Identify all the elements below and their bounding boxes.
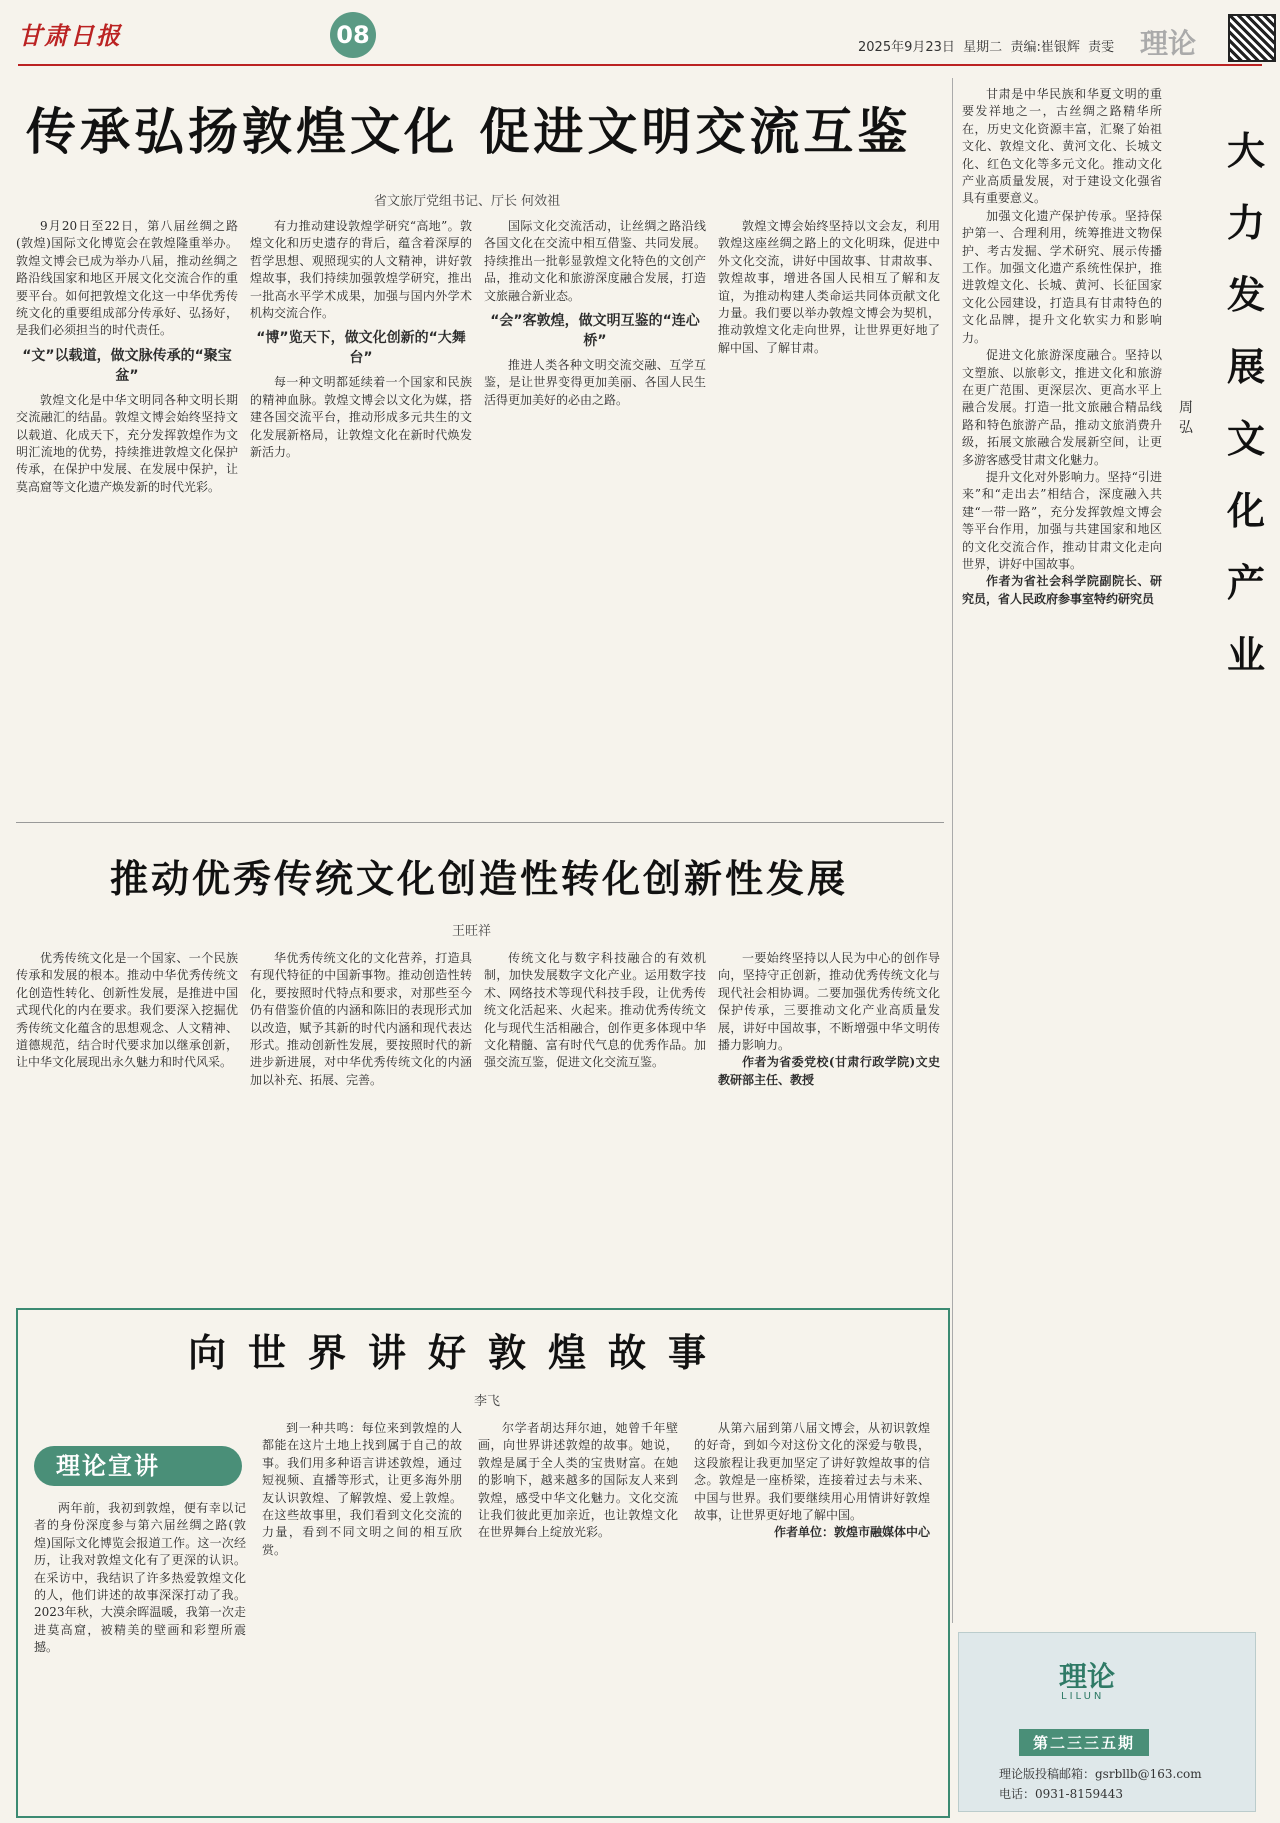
article4-column-2 — [262, 1420, 462, 1800]
article1-byline: 省文旅厅党组书记、厅长 何效祖 — [374, 194, 561, 209]
section-tag: 理论 — [1140, 27, 1197, 60]
article1-column-4 — [718, 218, 940, 810]
article3-body-1: 甘肃是中华民族和华夏文明的重要发祥地之一，古丝绸之路精华所在，历史文化资源丰富，汇聚了始祖文化、敦煌文化、黄河文化、长城文化、红色文化等多元文化。推动文化产业高质量发展，对于建设文化强省具有重要意义。 — [962, 87, 1162, 206]
article2-column-2 — [250, 950, 472, 1292]
article3-body-3: 促进文化旅游深度融合。坚持以文塑旅、以旅彰文，推进文化和旅游在更广范围、更深层次、更高水平上融合发展。打造一批文旅融合精品线路和特色旅游产品，推动文旅消费升级，拓展文旅融合发展新空间，让更多游客感受甘肃文化魅力。 — [962, 348, 1162, 467]
divider — [16, 822, 944, 823]
article2-title: 推动优秀传统文化创造性转化创新性发展 — [110, 857, 849, 901]
article4-column-4 — [694, 1420, 930, 1800]
article2-byline: 王旺祥 — [452, 924, 492, 939]
promo-email: 理论版投稿邮箱：gsrbllb@163.com — [999, 1767, 1202, 1781]
article1-col1-text: 9月20日至22日，第八届丝绸之路(敦煌)国际文化博览会在敦煌隆重举办。敦煌文博会已成为举办八届，推动丝绸之路沿线国家和地区开展文化交流合作的重要平台。如何把敦煌文化这一中华优秀传统文化的重要组成部分传承好、弘扬好，是我们必须担当的时代责任。 — [16, 219, 238, 338]
promo-title: 理论 — [1059, 1660, 1116, 1693]
article1-col2-text: 有力推动建设敦煌学研究“高地”。敦煌文化和历史遗存的背后，蕴含着深厚的哲学思想、观照现实的人文精神，讲好敦煌故事，我们持续加强敦煌学研究，推出一批高水平学术成果，加强与国内外学术机构交流合作。 — [250, 219, 472, 321]
article2-col2-text: 华优秀传统文化的文化营养，打造具有现代特征的中国新事物。推动创造性转化，要按照时代特点和要求，对那些至今仍有借鉴价值的内涵和陈旧的表现形式加以改造，赋予其新的时代内涵和现代表达形式。推动创新性发展，要按照时代的新进步新进展，对中华优秀传统文化的内涵加以补充、拓展、完善。 — [250, 951, 472, 1087]
article3-body-2: 加强文化遗产保护传承。坚持保护第一、合理利用，统筹推进文物保护、考古发掘、学术研究、展示传播工作。加强文化遗产系统性保护，推进敦煌文化、长城、黄河、长征国家文化公园建设，打造具有甘肃特色的文化品牌，提升文化软实力和影响力。 — [962, 208, 1162, 345]
page-number-badge: 08 — [330, 12, 376, 58]
article3-byline: 周弘 — [1179, 400, 1193, 436]
article1-col3b-text: 推进人类各种文明交流交融、互学互鉴，是让世界变得更加美丽、各国人民生活得更加美好的必由之路。 — [484, 358, 706, 407]
article1-col2b-text: 每一种文明都延续着一个国家和民族的精神血脉。敦煌文博会以文化为媒，搭建各国交流平台，推动形成多元共生的文化发展新格局，让敦煌文化在新时代焕发新活力。 — [250, 375, 472, 460]
article4-col3-text: 尔学者胡达拜尔迪，她曾千年壁画，向世界讲述敦煌的故事。她说，敦煌是属于全人类的宝贵财富。在她的影响下，越来越多的国际友人来到敦煌，感受中华文化魅力。文化交流让我们彼此更加亲近，也让敦煌文化在世界舞台上绽放光彩。 — [478, 1421, 678, 1540]
weekday: 星期二 — [963, 40, 1003, 55]
article1-col4-text: 敦煌文博会始终坚持以文会友，利用敦煌这座丝绸之路上的文化明珠，促进中外文化交流，讲好中国故事、甘肃故事、敦煌故事，增进各国人民相互了解和友谊，为推动构建人类命运共同体贡献文化力量。我们要以举办敦煌文博会为契机，推动敦煌文化走向世界，让世界更好地了解中国、了解甘肃。 — [718, 219, 940, 355]
date: 2025年9月23日 — [858, 40, 955, 55]
article1-subhead-1: “文”以载道，做文脉传承的“聚宝盆” — [22, 347, 232, 384]
article4-byline: 李飞 — [474, 1394, 501, 1409]
proof: 责雯 — [1088, 40, 1115, 55]
article4-col4-text: 从第六届到第八届文博会，从初识敦煌的好奇，到如今对这份文化的深爱与敬畏，这段旅程让我更加坚定了讲好敦煌故事的信念。敦煌是一座桥梁，连接着过去与未来、中国与世界。我们要继续用心用情讲好敦煌故事，让世界更好地了解中国。 — [694, 1421, 930, 1523]
article2-column-3 — [484, 950, 706, 1292]
article3-body-4: 提升文化对外影响力。坚持“引进来”和“走出去”相结合，深度融入共建“一带一路”，充分发挥敦煌文博会等平台作用，加强与共建国家和地区的文化交流合作，推动甘肃文化走向世界，讲好中国故事。 — [962, 469, 1162, 571]
article1-subhead-2: “博”览天下，做文化创新的“大舞台” — [256, 330, 466, 367]
article1-col3-text: 国际文化交流活动，让丝绸之路沿线各国文化在交流中相互借鉴、共同发展。持续推出一批彰显敦煌文化特色的文创产品，推动文化和旅游深度融合发展，打造文旅融合新业态。 — [484, 219, 706, 303]
article4-col1-text: 两年前，我初到敦煌，便有幸以记者的身份深度参与第六届丝绸之路(敦煌)国际文化博览会报道工作。这一次经历，让我对敦煌文化有了更深的认识。在采访中，我结识了许多热爱敦煌文化的人，他们讲述的故事深深打动了我。2023年秋，大漠余晖温暖，我第一次走进莫高窟，被精美的壁画和彩塑所震撼。 — [34, 1501, 246, 1655]
column-divider — [952, 78, 953, 1623]
article4-column-1 — [34, 1500, 246, 1800]
article4-author-note: 作者单位：敦煌市融媒体中心 — [773, 1525, 930, 1540]
column-tag-theory-talk: 理论宣讲 — [34, 1446, 242, 1486]
theory-page-promo — [958, 1632, 1256, 1812]
article3-title: 大力发展文化产业 — [1226, 129, 1265, 677]
dateline — [858, 36, 1114, 55]
article2-col4-text: 一要始终坚持以人民为中心的创作导向，坚持守正创新，推动优秀传统文化与现代社会相协调。二要加强优秀传统文化保护传承，三要推动文化产业高质量发展，讲好中国故事，不断增强中华文明传播力影响力。 — [718, 951, 940, 1053]
article2-col1-text: 优秀传统文化是一个国家、一个民族传承和发展的根本。推动中华优秀传统文化创造性转化、创新性发展，是推进中国式现代化的内在要求。我们要深入挖掘优秀传统文化蕴含的思想观念、人文精神、道德规范，结合时代要求加以继承创新，让中华文化展现出永久魅力和时代风采。 — [16, 951, 238, 1070]
article4-column-3 — [478, 1420, 678, 1800]
promo-phone: 电话：0931-8159443 — [999, 1787, 1124, 1801]
newspaper-logo: 甘肃日报 — [18, 21, 122, 50]
article3-body — [962, 86, 1162, 1616]
article1-title: 传承弘扬敦煌文化 促进文明交流互鉴 — [26, 103, 912, 161]
article1-column-3 — [484, 218, 706, 810]
article1-column-2 — [250, 218, 472, 810]
article1-col1b-text: 敦煌文化是中华文明同各种文明长期交流融汇的结晶。敦煌文博会始终坚持文以载道、化成天下，充分发挥敦煌作为文明汇流地的优势，持续推进敦煌文化保护传承，在保护中发展、在发展中保护，让莫高窟等文化遗产焕发新的时代光彩。 — [16, 392, 238, 494]
article4-col2-text: 到一种共鸣：每位来到敦煌的人都能在这片土地上找到属于自己的故事。我们用多种语言讲述敦煌，通过短视频、直播等形式，让更多海外朋友认识敦煌、了解敦煌、爱上敦煌。在这些故事里，我们看到文化交流的力量，看到不同文明之间的相互欣赏。 — [262, 1421, 462, 1557]
masthead — [18, 12, 1262, 66]
article4-title: 向世界讲好敦煌故事 — [188, 1330, 729, 1375]
article2-author-note: 作者为省委党校(甘肃行政学院)文史教研部主任、教授 — [718, 1055, 940, 1087]
article2-col3-text: 传统文化与数字科技融合的有效机制，加快发展数字文化产业。运用数字技术、网络技术等现代科技手段，让优秀传统文化活起来、火起来。推动优秀传统文化与现代生活相融合，创作更多体现中华文化精髓、富有时代气息的优秀作品。加强交流互鉴，促进文化交流互鉴。 — [484, 951, 706, 1070]
promo-subtitle: LILUN — [1061, 1691, 1105, 1702]
editor: 责编:崔银辉 — [1010, 40, 1080, 55]
article3-author-note: 作者为省社会科学院副院长、研究员，省人民政府参事室特约研究员 — [962, 574, 1162, 606]
article2-column-1 — [16, 950, 238, 1292]
article1-subhead-3: “会”客敦煌，做文明互鉴的“连心桥” — [490, 313, 700, 350]
article2-column-4 — [718, 950, 940, 1292]
qr-code-icon — [1228, 14, 1276, 62]
article1-column-1 — [16, 218, 238, 810]
promo-issue: 第二三三五期 — [1019, 1729, 1149, 1756]
